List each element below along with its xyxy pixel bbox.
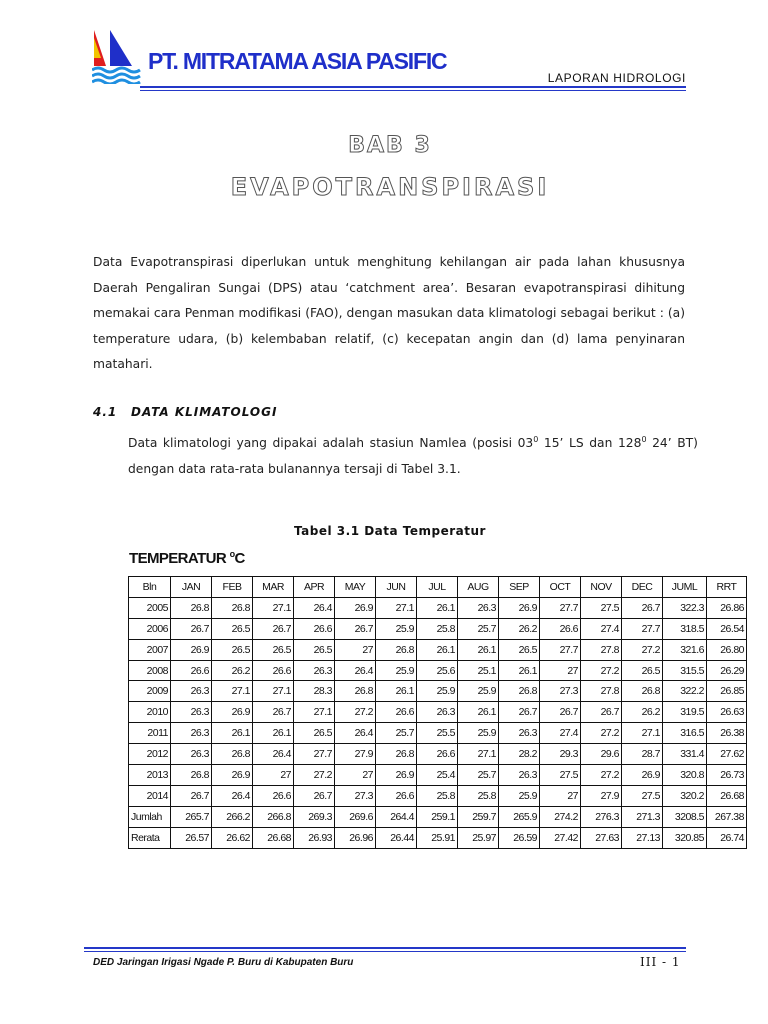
temperature-table xyxy=(128,576,747,849)
table-cell: 25.4 xyxy=(417,765,458,786)
table-cell: 26.1 xyxy=(458,702,499,723)
header-divider xyxy=(140,86,686,88)
table-cell: 322.2 xyxy=(663,681,707,702)
table-cell: 27.2 xyxy=(581,660,622,681)
company-logo-icon xyxy=(92,28,142,84)
table-cell: 26.2 xyxy=(622,702,663,723)
section-number: 4.1 xyxy=(93,405,118,419)
table-row xyxy=(129,639,747,660)
table-cell: 26.3 xyxy=(417,702,458,723)
table-row-label: 2010 xyxy=(129,702,171,723)
table-cell: 28.3 xyxy=(294,681,335,702)
table-cell: 276.3 xyxy=(581,806,622,827)
table-header-cell: SEP xyxy=(499,577,540,598)
table-cell: 26.3 xyxy=(171,702,212,723)
table-cell: 26.29 xyxy=(707,660,747,681)
table-cell: 27.62 xyxy=(707,744,747,765)
table-cell: 26.73 xyxy=(707,765,747,786)
table-cell: 27.42 xyxy=(540,827,581,848)
table-cell: 27.2 xyxy=(294,765,335,786)
table-cell: 27.3 xyxy=(540,681,581,702)
section-title: DATA KLIMATOLOGI xyxy=(131,405,278,419)
table-cell: 26.2 xyxy=(499,618,540,639)
table-summary-row xyxy=(129,827,747,848)
table-cell: 26.4 xyxy=(253,744,294,765)
table-row-label: 2007 xyxy=(129,639,171,660)
table-cell: 27.2 xyxy=(581,765,622,786)
table-row xyxy=(129,597,747,618)
table-cell: 26.3 xyxy=(458,597,499,618)
table-cell: 321.6 xyxy=(663,639,707,660)
footer-divider-thin xyxy=(84,951,686,952)
table-cell: 25.7 xyxy=(458,765,499,786)
table-header-month-label: Bln xyxy=(129,577,171,598)
table-cell: 27.7 xyxy=(540,597,581,618)
table-cell: 26.6 xyxy=(376,785,417,806)
table-cell: 27.7 xyxy=(294,744,335,765)
table-cell: 26.7 xyxy=(171,785,212,806)
table-cell: 26.62 xyxy=(212,827,253,848)
table-cell: 26.3 xyxy=(499,765,540,786)
report-title: LAPORAN HIDROLOGI xyxy=(547,71,686,85)
table-header-row xyxy=(129,577,747,598)
table-cell: 27.1 xyxy=(253,681,294,702)
table-cell: 320.85 xyxy=(663,827,707,848)
table-cell: 26.6 xyxy=(253,785,294,806)
table-cell: 266.2 xyxy=(212,806,253,827)
table-header-cell: NOV xyxy=(581,577,622,598)
table-cell: 25.8 xyxy=(417,785,458,806)
table-header-cell: JUML xyxy=(663,577,707,598)
table-cell: 26.7 xyxy=(294,785,335,806)
table-cell: 267.38 xyxy=(707,806,747,827)
degree-superscript: 0 xyxy=(641,435,647,444)
table-cell: 27.5 xyxy=(581,597,622,618)
table-cell: 26.1 xyxy=(253,723,294,744)
table-cell: 26.7 xyxy=(622,597,663,618)
table-cell: 26.1 xyxy=(417,639,458,660)
table-cell: 26.8 xyxy=(212,744,253,765)
table-cell: 26.5 xyxy=(253,639,294,660)
table-cell: 26.7 xyxy=(540,702,581,723)
table-cell: 26.1 xyxy=(376,681,417,702)
page-number: III - 1 xyxy=(640,955,681,969)
table-cell: 26.8 xyxy=(622,681,663,702)
section-text-part: 24’ BT) dengan data rata-rata bulanannya tersaji di Tabel 3.1. xyxy=(128,436,698,476)
table-row-label: Jumlah xyxy=(129,806,171,827)
table-cell: 25.9 xyxy=(376,618,417,639)
table-label xyxy=(129,549,245,567)
table-row xyxy=(129,681,747,702)
table-row-label: 2013 xyxy=(129,765,171,786)
table-cell: 26.6 xyxy=(417,744,458,765)
table-cell: 27.8 xyxy=(581,639,622,660)
table-cell: 26.44 xyxy=(376,827,417,848)
table-cell: 315.5 xyxy=(663,660,707,681)
table-cell: 274.2 xyxy=(540,806,581,827)
degree-superscript: o xyxy=(229,549,235,559)
table-cell: 26.8 xyxy=(171,597,212,618)
table-row xyxy=(129,618,747,639)
table-cell: 26.8 xyxy=(335,681,376,702)
table-cell: 26.9 xyxy=(499,597,540,618)
table-cell: 27.2 xyxy=(622,639,663,660)
table-summary-row xyxy=(129,806,747,827)
table-cell: 26.7 xyxy=(253,702,294,723)
chapter-title: EVAPOTRANSPIRASI xyxy=(230,173,550,201)
table-cell: 265.7 xyxy=(171,806,212,827)
table-cell: 319.5 xyxy=(663,702,707,723)
table-cell: 26.9 xyxy=(376,765,417,786)
company-name: PT. MITRATAMA ASIA PASIFIC xyxy=(148,48,447,74)
table-cell: 26.85 xyxy=(707,681,747,702)
table-cell: 25.9 xyxy=(376,660,417,681)
table-cell: 26.9 xyxy=(622,765,663,786)
table-cell: 27.1 xyxy=(458,744,499,765)
table-cell: 26.4 xyxy=(294,597,335,618)
table-cell: 26.3 xyxy=(171,744,212,765)
table-cell: 27.4 xyxy=(581,618,622,639)
table-cell: 26.63 xyxy=(707,702,747,723)
table-row xyxy=(129,702,747,723)
table-header-cell: MAR xyxy=(253,577,294,598)
table-cell: 27 xyxy=(540,660,581,681)
table-cell: 26.8 xyxy=(499,681,540,702)
table-cell: 27.2 xyxy=(335,702,376,723)
table-cell: 26.9 xyxy=(212,765,253,786)
table-row xyxy=(129,785,747,806)
table-header-cell: DEC xyxy=(622,577,663,598)
table-cell: 25.9 xyxy=(417,681,458,702)
section-paragraph xyxy=(128,427,698,482)
table-cell: 26.6 xyxy=(294,618,335,639)
table-cell: 269.6 xyxy=(335,806,376,827)
table-cell: 27.1 xyxy=(253,597,294,618)
table-cell: 26.6 xyxy=(376,702,417,723)
table-cell: 29.6 xyxy=(581,744,622,765)
footer-project-title: DED Jaringan Irigasi Ngade P. Buru di Kabupaten Buru xyxy=(93,957,354,968)
table-cell: 26.93 xyxy=(294,827,335,848)
table-body xyxy=(129,597,747,848)
table-header-cell: JAN xyxy=(171,577,212,598)
table-cell: 26.8 xyxy=(376,744,417,765)
table-cell: 259.7 xyxy=(458,806,499,827)
table-cell: 29.3 xyxy=(540,744,581,765)
table-cell: 27.7 xyxy=(622,618,663,639)
table-cell: 26.5 xyxy=(294,723,335,744)
table-cell: 25.5 xyxy=(417,723,458,744)
table-header-cell: MAY xyxy=(335,577,376,598)
table-cell: 26.5 xyxy=(499,639,540,660)
table-cell: 26.7 xyxy=(499,702,540,723)
table-header-cell: AUG xyxy=(458,577,499,598)
table-cell: 27.7 xyxy=(540,639,581,660)
table-row-label: 2012 xyxy=(129,744,171,765)
table-cell: 26.1 xyxy=(417,597,458,618)
table-row-label: Rerata xyxy=(129,827,171,848)
table-cell: 331.4 xyxy=(663,744,707,765)
table-cell: 26.59 xyxy=(499,827,540,848)
table-cell: 316.5 xyxy=(663,723,707,744)
table-cell: 27.9 xyxy=(581,785,622,806)
table-cell: 26.5 xyxy=(294,639,335,660)
degree-superscript: 0 xyxy=(533,435,539,444)
footer-divider xyxy=(84,947,686,949)
table-cell: 26.38 xyxy=(707,723,747,744)
table-cell: 27 xyxy=(335,765,376,786)
table-row xyxy=(129,723,747,744)
table-cell: 26.2 xyxy=(212,660,253,681)
table-cell: 26.9 xyxy=(171,639,212,660)
table-cell: 27.2 xyxy=(581,723,622,744)
table-cell: 25.7 xyxy=(458,618,499,639)
table-cell: 26.74 xyxy=(707,827,747,848)
table-cell: 26.68 xyxy=(253,827,294,848)
table-cell: 320.8 xyxy=(663,765,707,786)
table-cell: 26.4 xyxy=(335,660,376,681)
table-cell: 25.91 xyxy=(417,827,458,848)
table-cell: 25.7 xyxy=(376,723,417,744)
table-cell: 26.4 xyxy=(212,785,253,806)
table-header-cell: RRT xyxy=(707,577,747,598)
table-cell: 27.13 xyxy=(622,827,663,848)
table-cell: 25.6 xyxy=(417,660,458,681)
table-cell: 26.1 xyxy=(458,639,499,660)
table-cell: 27.5 xyxy=(622,785,663,806)
intro-paragraph: Data Evapotranspirasi diperlukan untuk menghitung kehilangan air pada lahan khususnya Daerah Pengaliran Sungai (DPS) atau ‘catchment area’. Besaran evapotranspirasi dihitung memakai cara Penman modifikasi (FAO), dengan masukan data klimatologi sebagai berikut : (a) temperature udara, (b) kelembaban relatif, (c) kecepatan angin dan (d) lama penyinaran matahari. xyxy=(93,255,685,371)
table-cell: 26.5 xyxy=(212,618,253,639)
table-cell: 26.3 xyxy=(171,681,212,702)
table-cell: 27 xyxy=(335,639,376,660)
section-text-part: Data klimatologi yang dipakai adalah stasiun Namlea (posisi 03 xyxy=(128,436,534,451)
table-cell: 25.8 xyxy=(417,618,458,639)
table-row-label: 2005 xyxy=(129,597,171,618)
table-cell: 26.8 xyxy=(171,765,212,786)
table-cell: 27.1 xyxy=(622,723,663,744)
table-cell: 27 xyxy=(253,765,294,786)
table-cell: 26.1 xyxy=(499,660,540,681)
table-cell: 25.1 xyxy=(458,660,499,681)
table-cell: 25.9 xyxy=(499,785,540,806)
table-cell: 26.3 xyxy=(499,723,540,744)
table-cell: 26.7 xyxy=(335,618,376,639)
table-cell: 318.5 xyxy=(663,618,707,639)
table-cell: 28.7 xyxy=(622,744,663,765)
table-header-cell: OCT xyxy=(540,577,581,598)
table-header-cell: FEB xyxy=(212,577,253,598)
table-row-label: 2009 xyxy=(129,681,171,702)
table-cell: 26.68 xyxy=(707,785,747,806)
table-cell: 25.8 xyxy=(458,785,499,806)
table-cell: 26.96 xyxy=(335,827,376,848)
section-heading xyxy=(93,405,277,419)
table-row-label: 2011 xyxy=(129,723,171,744)
table-caption: Tabel 3.1 Data Temperatur xyxy=(294,524,486,538)
table-cell: 27.8 xyxy=(581,681,622,702)
table-cell: 27.1 xyxy=(294,702,335,723)
table-header-cell: JUL xyxy=(417,577,458,598)
table-row-label: 2008 xyxy=(129,660,171,681)
table-row xyxy=(129,765,747,786)
table-cell: 27.63 xyxy=(581,827,622,848)
table-cell: 26.9 xyxy=(335,597,376,618)
table-row-label: 2014 xyxy=(129,785,171,806)
table-cell: 26.5 xyxy=(622,660,663,681)
table-cell: 269.3 xyxy=(294,806,335,827)
table-cell: 26.3 xyxy=(294,660,335,681)
table-cell: 26.8 xyxy=(212,597,253,618)
table-cell: 27.5 xyxy=(540,765,581,786)
table-cell: 26.3 xyxy=(171,723,212,744)
table-cell: 26.1 xyxy=(212,723,253,744)
table-cell: 27.4 xyxy=(540,723,581,744)
table-cell: 264.4 xyxy=(376,806,417,827)
table-cell: 26.6 xyxy=(540,618,581,639)
table-row xyxy=(129,744,747,765)
table-cell: 26.57 xyxy=(171,827,212,848)
table-row xyxy=(129,660,747,681)
table-cell: 27.3 xyxy=(335,785,376,806)
table-cell: 25.9 xyxy=(458,723,499,744)
table-cell: 26.9 xyxy=(212,702,253,723)
table-cell: 25.97 xyxy=(458,827,499,848)
table-cell: 27.1 xyxy=(212,681,253,702)
table-cell: 28.2 xyxy=(499,744,540,765)
table-cell: 25.9 xyxy=(458,681,499,702)
table-cell: 26.8 xyxy=(376,639,417,660)
table-cell: 320.2 xyxy=(663,785,707,806)
table-header-cell: APR xyxy=(294,577,335,598)
table-cell: 27.9 xyxy=(335,744,376,765)
header-divider-thin xyxy=(140,90,686,91)
table-cell: 26.7 xyxy=(171,618,212,639)
table-cell: 27.1 xyxy=(376,597,417,618)
table-cell: 266.8 xyxy=(253,806,294,827)
table-row-label: 2006 xyxy=(129,618,171,639)
table-cell: 26.7 xyxy=(581,702,622,723)
table-cell: 259.1 xyxy=(417,806,458,827)
table-cell: 26.7 xyxy=(253,618,294,639)
table-cell: 27 xyxy=(540,785,581,806)
table-cell: 26.86 xyxy=(707,597,747,618)
table-cell: 26.4 xyxy=(335,723,376,744)
table-cell: 26.6 xyxy=(171,660,212,681)
table-cell: 265.9 xyxy=(499,806,540,827)
section-text-part: 15’ LS dan 128 xyxy=(538,436,642,451)
table-cell: 26.80 xyxy=(707,639,747,660)
table-cell: 3208.5 xyxy=(663,806,707,827)
table-header-cell: JUN xyxy=(376,577,417,598)
table-label-text: TEMPERATUR xyxy=(129,550,230,567)
table-cell: 26.5 xyxy=(212,639,253,660)
table-cell: 322.3 xyxy=(663,597,707,618)
table-cell: 271.3 xyxy=(622,806,663,827)
table-cell: 26.6 xyxy=(253,660,294,681)
table-cell: 26.54 xyxy=(707,618,747,639)
chapter-number: BAB 3 xyxy=(348,133,432,158)
table-label-unit: C xyxy=(234,550,245,567)
